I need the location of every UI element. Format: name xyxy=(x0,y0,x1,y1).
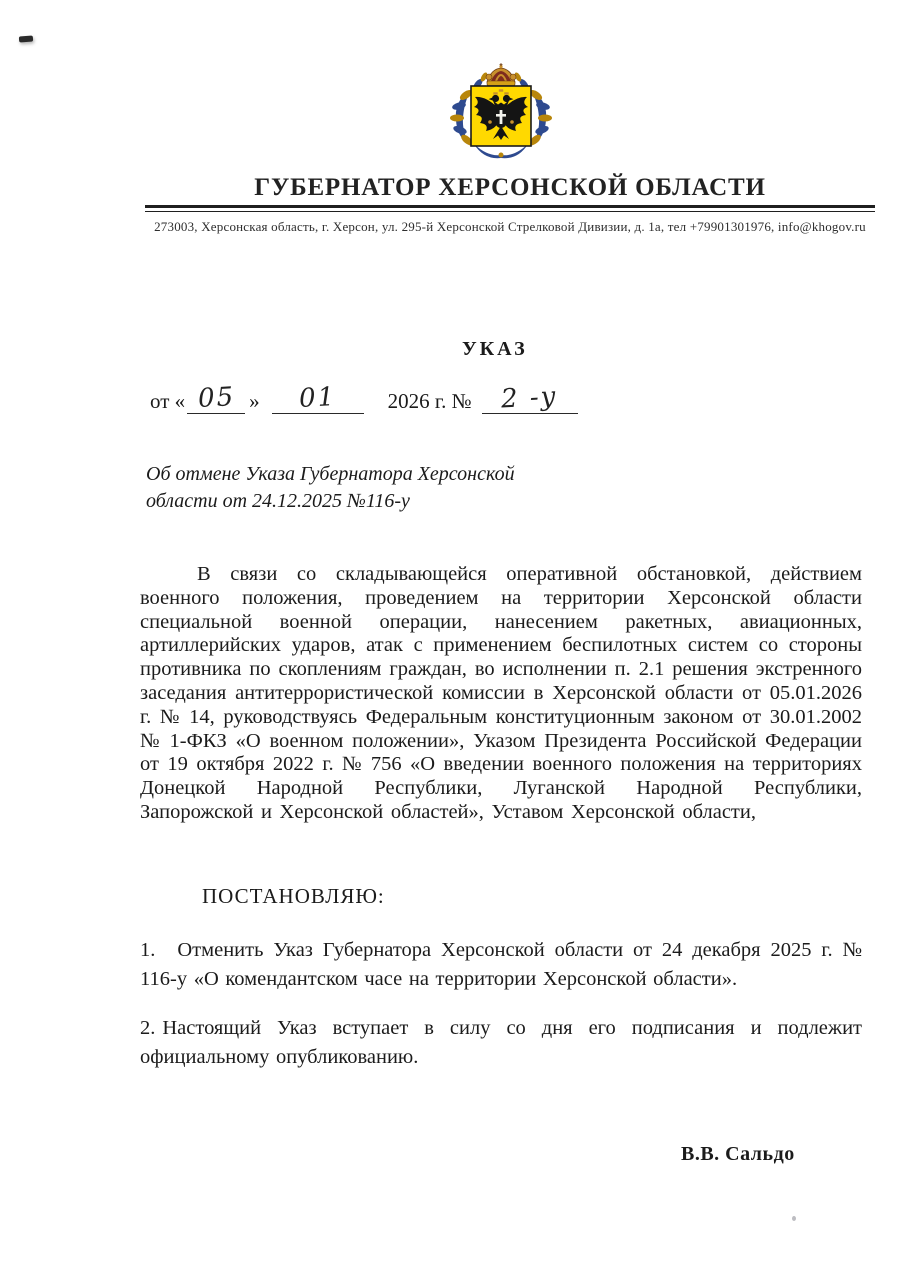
item-1-number: 1. xyxy=(140,939,156,961)
resolution-word: ПОСТАНОВЛЯЮ: xyxy=(202,884,385,908)
letterhead-divider-rule xyxy=(145,205,875,212)
letterhead-address-line: 273003, Херсонская область, г. Херсон, ул. 295-й Херсонской Стрелковой Дивизии, д. 1а, тел +79901301976, info@khogov.ru xyxy=(154,219,866,234)
crown-icon xyxy=(486,63,516,86)
decree-item-1 xyxy=(140,936,862,993)
subject-line-2: области от 24.12.2025 №116-у xyxy=(146,490,410,512)
signature-name: В.В. Сальдо xyxy=(681,1143,795,1165)
date-month-handwritten: 01 xyxy=(298,382,337,414)
subject-line-1: Об отмене Указа Губернатора Херсонской xyxy=(146,463,515,485)
scan-artifact-mark xyxy=(19,36,33,43)
decree-number-handwritten: 2 -у xyxy=(500,381,559,415)
decree-subject xyxy=(146,461,576,515)
decree-item-2 xyxy=(140,1014,862,1071)
date-day-blank xyxy=(187,382,245,414)
date-month-blank xyxy=(272,382,364,414)
decree-number-blank xyxy=(482,381,578,415)
decree-preamble-paragraph: В связи со складывающейся оперативной обстановкой, действием военного положения, проведением на территории Херсонской области специальной военной операции, нанесением ракетных, авиационных, артиллерийских ударов, атак с применением беспилотных систем со стороны противника по скоплениям граждан, во исполнении п. 2.1 решения экстренного заседания антитеррористической комиссии в Херсонской области от 05.01.2026 г. № 14, руководствуясь Федеральным конституционным законом от 30.01.2002 № 1-ФКЗ «О военном положении», Указом Президента Российской Федерации от 19 октября 2022 г. № 756 «О введении военного положения на территориях Донецкой Народной Республики, Луганской Народной Республики, Запорожской и Херсонской областей», Уставом Херсонской области, xyxy=(140,563,862,823)
decree-date-line xyxy=(150,381,578,415)
kherson-oblast-coat-of-arms-icon xyxy=(444,62,558,164)
item-2-text: Настоящий Указ вступает в силу со дня его подписания и подлежит официальному опубликованию. xyxy=(140,1017,862,1068)
scan-artifact-dot xyxy=(792,1216,796,1221)
item-2-number: 2. xyxy=(140,1017,156,1039)
decree-doc-type-title: УКАЗ xyxy=(462,338,528,360)
letterhead-org-name: ГУБЕРНАТОР ХЕРСОНСКОЙ ОБЛАСТИ xyxy=(254,174,766,201)
date-year-and-number-sign: 2026 г. № xyxy=(387,389,472,413)
date-prefix: от « xyxy=(150,389,186,413)
date-close-quote: » xyxy=(249,389,260,413)
date-day-handwritten: 05 xyxy=(196,382,236,414)
item-1-text: Отменить Указ Губернатора Херсонской области от 24 декабря 2025 г. № 116-у «О комендантском часе на территории Херсонской области». xyxy=(140,939,862,990)
